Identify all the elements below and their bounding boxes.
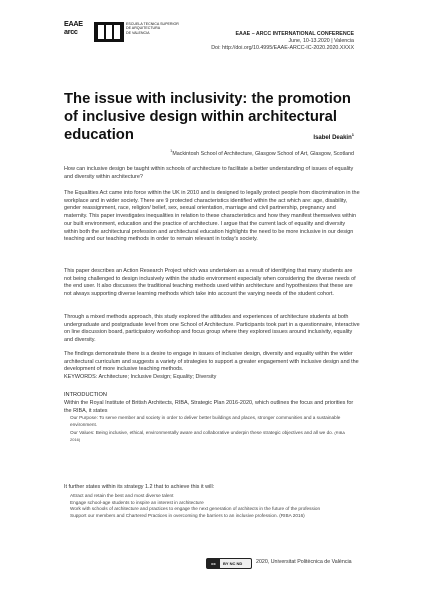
abstract-question: How can inclusive design be taught within schools of architecture to facilitate a better understanding of issues of equality and diversity within architecture? <box>64 166 354 180</box>
doi-link[interactable]: Doi: http://doi.org/10.4995/EAAE-ARCC-IC-2020.2020.XXXX <box>211 45 354 52</box>
abstract-paragraph-equalities: The Equalities Act came into force within the UK in 2010 and is designed to legally protect people from discrimination in the workplace and in wider society. There are 9 protected characteristics identified within the act which are: age, disability, gender reassignment, race, religion/ belief, sex, sexual orientation, marriage and civil partnership, pregnancy and maternity. This paper investigates inequalities in relation to these characteristics and how they manifest themselves within our built environment, education and the practice of architecture. I argue that the current lack of equality and diversity within both the architectural profession and architectural education highlights the need to be more inclusive in our design teaching and our teaching methods in order to remain relevant in today's society. <box>64 190 360 243</box>
affiliation-superscript: 1 <box>170 148 173 153</box>
conference-name: EAAE – ARCC INTERNATIONAL CONFERENCE <box>235 31 354 37</box>
paper-title: The issue with inclusivity: the promotion of inclusive design within architectural education <box>64 91 351 143</box>
upv-logo <box>94 22 124 42</box>
introduction-paragraph: Within the Royal Institute of British Architects, RIBA, Strategic Plan 2016-2020, which outlines the focus and priorities for the RIBA, it states <box>64 400 354 414</box>
riba-values-quote <box>70 430 354 443</box>
copyright-text: 2020, Universitat Politècnica de València <box>256 559 352 565</box>
arcc-logo-text: arcc <box>64 27 78 36</box>
list-item: Attract and retain the best and most diverse talent <box>70 493 174 498</box>
list-item: Work with schools of architecture and practices to engage the next generation of architects in the future of the profession <box>70 506 321 512</box>
etsav-logo-line-1: ESCUELA TECNICA SUPERIOR <box>126 22 179 26</box>
list-item: Engage school-age students to inspire an interest in architecture <box>70 499 204 505</box>
cc-icon: cc <box>207 559 220 568</box>
author-name-text: Isabel Deakin <box>313 135 352 141</box>
page-footer <box>206 556 366 568</box>
abstract-paragraph-research: This paper describes an Action Research Project which was undertaken as a result of identifying that many students are not being challenged to design inclusively within the studio environment especially when considering the diverse needs of the end user. It also discusses the traditional teaching methods used within architecture and hypothesizes that these are not always supporting diverse learning methods which take into account the varying needs of the student cohort. <box>64 268 356 298</box>
etsav-logo-line-3: DE VALENCIA <box>126 30 150 35</box>
author-affiliation <box>170 148 354 157</box>
conference-header <box>211 31 354 53</box>
author-name <box>313 132 354 141</box>
abstract-paragraph-findings: The findings demonstrate there is a desire to engage in issues of inclusive design, diversity and equality within the wider architectural curriculum and suggests a variety of strategies to support a greater engagement with inclusive design and the development of more inclusive teaching methods. <box>64 351 359 373</box>
author-superscript: 1 <box>351 132 354 137</box>
introduction-heading: INTRODUCTION <box>64 392 107 398</box>
keywords: KEYWORDS: Architecture; Inclusive Design; Equality; Diversity <box>64 374 217 380</box>
affiliation-text: Mackintosh School of Architecture, Glasgow School of Art, Glasgow, Scotland <box>172 150 354 157</box>
etsav-logo-line-2: DE ARQUITECTURA <box>126 26 161 31</box>
eaae-logo-text: EAAE <box>64 19 83 28</box>
license-terms: BY NC ND <box>223 561 243 566</box>
strategy-lead-in: It further states within its strategy 1.2 that to achieve this it will: <box>64 484 215 490</box>
list-item: Support our members and Chartered Practices in overcoming the barriers to an inclusive profession. (RIBA 2016) <box>70 512 305 518</box>
creative-commons-badge[interactable] <box>206 558 252 569</box>
riba-values-text: Our Values: Being inclusive, ethical, environmentally aware and collaborative underpin these strategic objectives and all we do. <box>70 430 334 435</box>
etsav-logo <box>126 22 182 52</box>
riba-purpose-quote: Our Purpose: To serve member and society in order to deliver better buildings and places, stronger communities and a sustainable environment. <box>70 415 341 427</box>
header-logos <box>64 20 182 60</box>
eaae-arcc-logo <box>64 20 90 56</box>
abstract-paragraph-methods: Through a mixed methods approach, this study explored the attitudes and experiences of architecture students at both undergraduate and postgraduate level from one School of Architecture. Participants took part in a questionnaire, interactive on line discussion board, participatory workshop and focus group where they explored issues around inclusivity, equality and diversity. <box>64 314 360 344</box>
conference-dates: June, 10-13.2020 | Valencia <box>288 38 354 45</box>
strategy-list <box>70 493 354 519</box>
riba-values-reference: (RIBA 2016) <box>70 430 345 442</box>
